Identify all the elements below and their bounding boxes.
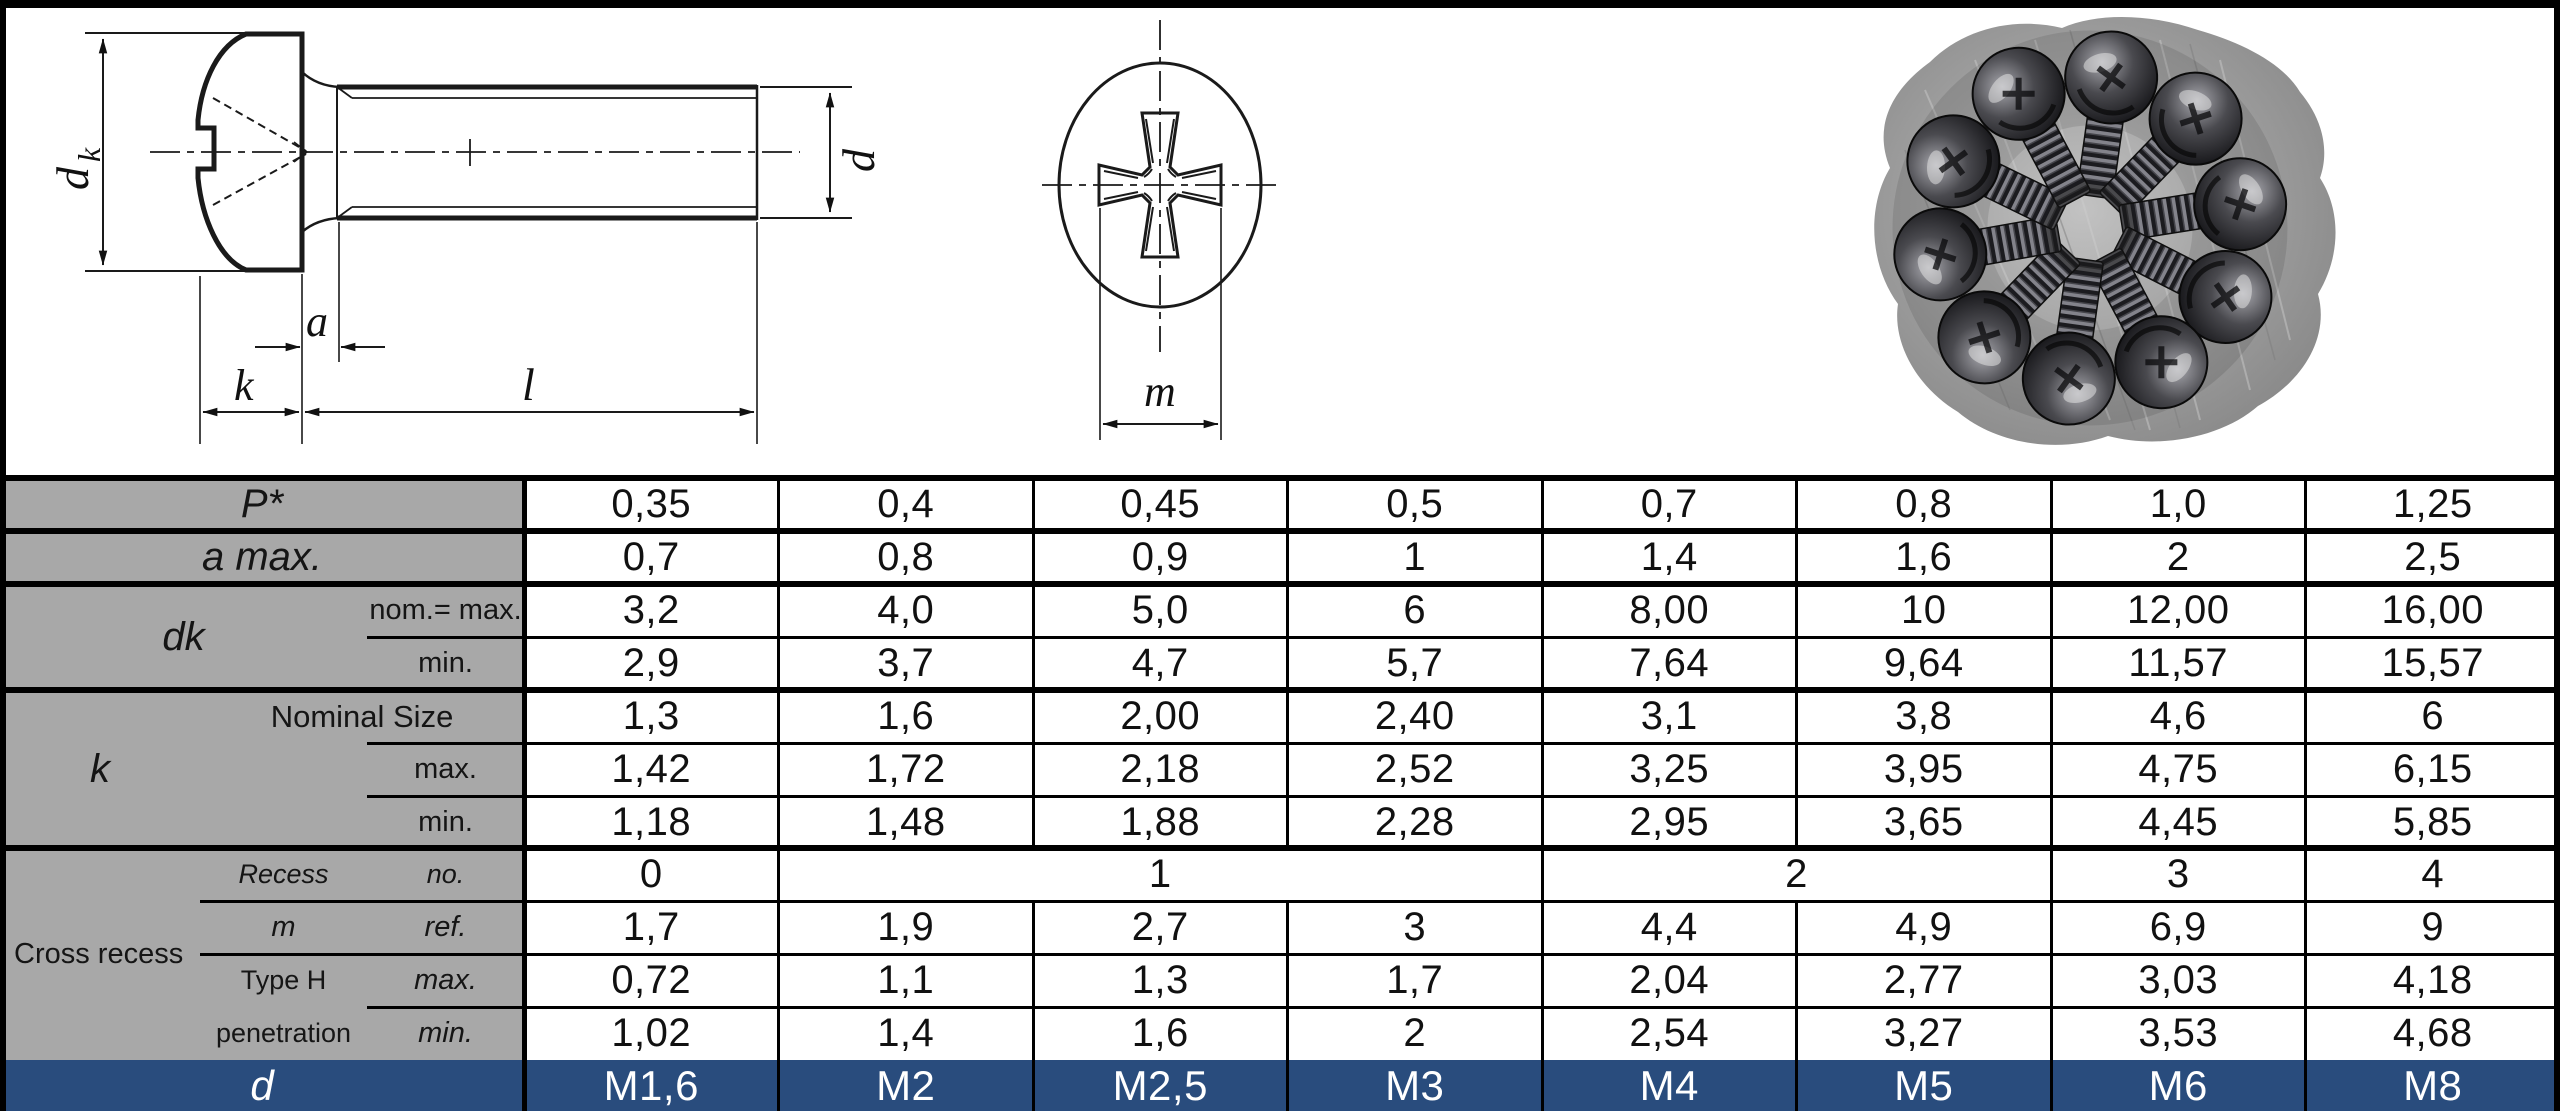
table-border [0, 581, 2560, 587]
table-border [0, 845, 2560, 851]
table-border [522, 478, 527, 1111]
dim-label-a: a [306, 297, 328, 346]
value-cell: 6,15 [2392, 747, 2473, 791]
value-cell: 4,4 [1640, 905, 1698, 949]
value-cell: 1 [1403, 535, 1427, 579]
value-cell: 2 [1785, 852, 1808, 896]
size-cell: M2 [876, 1061, 936, 1109]
value-cell: 1,4 [1640, 535, 1698, 579]
value-cell: 1,0 [2149, 482, 2207, 526]
value-cell: 1,1 [877, 958, 935, 1002]
row-sublabel-m: m [271, 911, 296, 943]
value-cell: 0,4 [877, 482, 935, 526]
value-cell: 0,35 [611, 482, 692, 526]
value-cell: 5,85 [2392, 799, 2473, 844]
row-sublabel-pen-max: max. [414, 964, 477, 996]
drawings-area [0, 0, 2560, 478]
size-cell: M2,5 [1112, 1061, 1208, 1109]
dim-label-k: k [234, 361, 254, 410]
value-cell: 4,68 [2392, 1011, 2473, 1055]
dim-label-l: l [522, 359, 535, 410]
size-cell: M6 [2148, 1061, 2208, 1109]
side-view-drawing [85, 33, 852, 444]
table-border [367, 1006, 2560, 1009]
value-cell: 6,9 [2149, 905, 2207, 949]
value-cell: 11,57 [2128, 641, 2229, 685]
value-cell: 1,3 [1131, 958, 1189, 1002]
value-cell: 6 [1403, 588, 1427, 632]
table-border [0, 528, 2560, 534]
table-border [1541, 478, 1544, 1111]
value-cell: 2,77 [1883, 958, 1964, 1002]
row-sublabel-dk-nom: nom.= max. [369, 594, 522, 626]
value-cell: 1,3 [622, 694, 680, 738]
table-border [0, 687, 2560, 693]
value-cell: 0 [639, 852, 663, 896]
size-cell: M5 [1894, 1061, 1954, 1109]
value-cell: 1,18 [611, 799, 692, 844]
table-border [1286, 478, 1289, 848]
value-cell: 1,88 [1120, 799, 1201, 844]
row-sublabel-recess-no: no. [426, 859, 465, 889]
table-border [1795, 901, 1798, 1111]
value-cell: 4,6 [2149, 694, 2207, 738]
value-cell: 4,7 [1131, 641, 1189, 685]
value-cell: 3,53 [2138, 1011, 2219, 1055]
value-cell: 2,04 [1629, 958, 1710, 1002]
value-cell: 2,95 [1629, 799, 1710, 844]
value-cell: 0,72 [611, 958, 692, 1002]
value-cell: 3,1 [1640, 694, 1698, 738]
value-cell: 1,9 [877, 905, 935, 949]
row-sublabel-type-h: Type H [240, 965, 327, 995]
dim-label-d: d [833, 149, 884, 172]
table-border [777, 478, 780, 1111]
value-cell: 2 [2166, 535, 2190, 579]
row-sublabel-m-ref: ref. [424, 911, 467, 943]
value-cell: 1 [1148, 852, 1172, 896]
value-cell: 10 [1901, 588, 1947, 632]
value-cell: 2,28 [1374, 799, 1455, 844]
value-cell: 7,64 [1629, 641, 1710, 685]
value-cell: 1,6 [1131, 1011, 1189, 1055]
dim-label-dk: d [47, 167, 98, 190]
table-border [2050, 478, 2053, 1111]
value-cell: 0,7 [1640, 482, 1698, 526]
table-border [1032, 478, 1035, 848]
dim-label-m: m [1144, 367, 1176, 416]
value-cell: 3,27 [1883, 1011, 1964, 1055]
table-border [367, 742, 2560, 745]
value-cell: 1,02 [611, 1011, 692, 1055]
row-sublabel-penetration: penetration [215, 1018, 352, 1048]
dim-label-dk-sub: k [71, 147, 107, 162]
row-label-dk: dk [162, 614, 205, 659]
value-cell: 1,7 [1386, 958, 1444, 1002]
value-cell: 1,7 [622, 905, 680, 949]
value-cell: 2,52 [1374, 747, 1455, 791]
value-cell: 2,7 [1131, 905, 1189, 949]
value-cell: 0,7 [622, 535, 680, 579]
value-cell: 4,0 [877, 588, 935, 632]
value-cell: 3,2 [622, 588, 680, 632]
size-cell: M8 [2403, 1061, 2463, 1109]
value-cell: 4,9 [1895, 905, 1953, 949]
value-cell: 1,6 [877, 694, 935, 738]
value-cell: 2,00 [1120, 694, 1201, 738]
table-border [200, 953, 2560, 956]
value-cell: 3 [1403, 905, 1427, 949]
size-cell: M1,6 [603, 1061, 699, 1109]
value-cell: 0,8 [1895, 482, 1953, 526]
value-cell: 1,42 [611, 747, 692, 791]
table-border [1286, 901, 1289, 1111]
value-cell: 1,4 [877, 1011, 935, 1055]
value-cell: 1,72 [865, 747, 946, 791]
value-cell: 3,7 [877, 641, 935, 685]
value-cell: 5,7 [1386, 641, 1444, 685]
row-sublabel-k-nominal: Nominal Size [270, 698, 454, 734]
screws-photo [1874, 17, 2335, 445]
value-cell: 3,03 [2138, 958, 2219, 1002]
table-border [200, 900, 2560, 903]
value-cell: 4,18 [2392, 958, 2473, 1002]
value-cell: 1,6 [1895, 535, 1953, 579]
value-cell: 6 [2421, 694, 2445, 738]
row-sublabel-dk-min: min. [418, 647, 473, 679]
value-cell: 5,0 [1131, 588, 1189, 632]
value-cell: 0,9 [1131, 535, 1189, 579]
value-cell: 16,00 [2381, 588, 2485, 632]
table-border [1795, 478, 1798, 848]
value-cell: 1,25 [2392, 482, 2473, 526]
value-cell: 2 [1403, 1011, 1427, 1055]
row-label-a-max: a max. [201, 535, 323, 579]
table-border [1032, 901, 1035, 1111]
value-cell: 4,45 [2138, 799, 2219, 844]
value-cell: 3,65 [1883, 799, 1964, 844]
row-sublabel-pen-min: min. [418, 1017, 473, 1049]
value-cell: 2,54 [1629, 1011, 1710, 1055]
value-cell: 9 [2421, 905, 2445, 949]
table-border [0, 0, 6, 1111]
value-cell: 0,45 [1120, 482, 1201, 526]
row-sublabel-k-min: min. [418, 805, 473, 838]
size-cell: M4 [1639, 1061, 1699, 1109]
row-label-k: k [90, 746, 110, 791]
table-border [367, 636, 2560, 639]
value-cell: 2,5 [2404, 535, 2462, 579]
row-sublabel-k-max: max. [414, 753, 477, 785]
table-border [0, 0, 2560, 8]
value-cell: 3,25 [1629, 747, 1710, 791]
value-cell: 3,8 [1895, 694, 1953, 738]
size-cell: M3 [1385, 1061, 1445, 1109]
table-border [2304, 478, 2307, 1111]
table-border [2554, 0, 2560, 1111]
table-border [367, 795, 2560, 798]
value-cell: 2,40 [1374, 694, 1455, 738]
value-cell: 0,5 [1386, 482, 1444, 526]
value-cell: 1,48 [865, 799, 946, 844]
value-cell: 4,75 [2138, 747, 2219, 791]
row-label-p: P* [240, 482, 284, 526]
value-cell: 8,00 [1629, 588, 1710, 632]
value-cell: 2,18 [1120, 747, 1201, 791]
row-label-d: d [250, 1061, 274, 1109]
value-cell: 3,95 [1883, 747, 1964, 791]
table-border [0, 475, 2560, 481]
row-label-cross-recess: Cross recess [14, 937, 184, 970]
row-sublabel-recess: Recess [238, 859, 329, 889]
value-cell: 9,64 [1883, 641, 1964, 685]
value-cell: 12,00 [2126, 588, 2230, 632]
value-cell: 2,9 [622, 641, 680, 685]
value-cell: 0,8 [877, 535, 935, 579]
value-cell: 15,57 [2381, 641, 2485, 685]
value-cell: 3 [2166, 852, 2190, 896]
value-cell: 4 [2421, 852, 2445, 896]
